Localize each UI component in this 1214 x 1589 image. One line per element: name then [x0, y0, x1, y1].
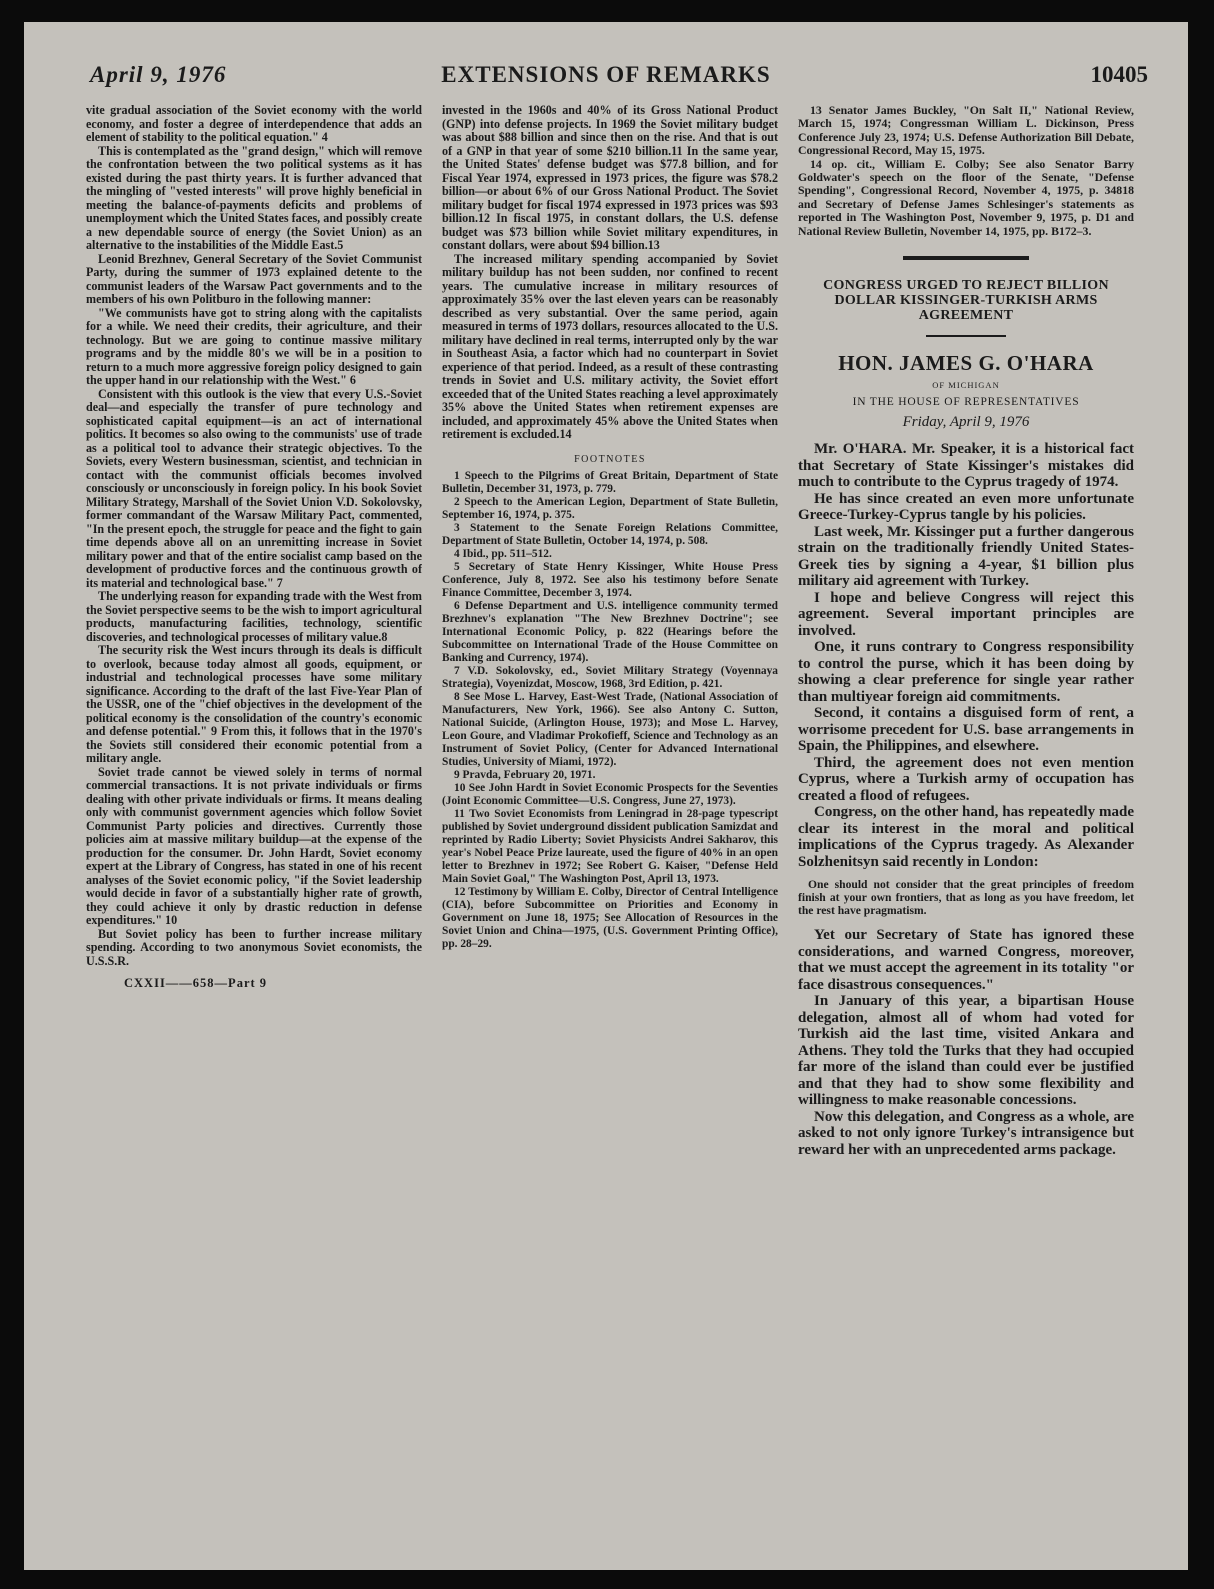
- paragraph: In January of this year, a bipartisan House delegation, almost all of whom had voted for Turkish aid the last time, visited Ankara and Athens. They told the Turks that they had occupied far more of the island than could ever be justified and that they had to show some flexibility and willingness to make reasonable concessions.: [798, 993, 1134, 1109]
- footnote: 4 Ibid., pp. 511–512.: [454, 547, 552, 560]
- column-3: [798, 104, 1134, 1544]
- article-headline: CONGRESS URGED TO REJECT BILLION DOLLAR KISSINGER-TURKISH ARMS AGREEMENT: [823, 278, 1109, 324]
- header-title: EXTENSIONS OF REMARKS: [441, 62, 771, 87]
- paragraph: Congress, on the other hand, has repeatedly made clear its interest in the moral and political implications of the Cyprus tragedy. As Alexander Solzhenitsyn said recently in London:: [798, 804, 1134, 870]
- paragraph: The increased military spending accompanied by Soviet military buildup has not been sudden, nor confined to recent years. The cumulative increase in military resources of approximately 35% over the last eleven years can be reasonably described as very substantial. Over the same period, again measured in terms of 1973 dollars, resources allocated to the U.S. military have declined in real terms, interrupted only by the war in Southeast Asia, a factor which had no counterpart in Soviet experience of that period. Indeed, as a result of these contrasting trends in Soviet and U.S. military activity, the Soviet effort exceeded that of the United States reaching a level approximately 35% above the United States when retirement expenses are included, and approximately 45% above the United States when retirement is excluded.14: [442, 251, 778, 441]
- footnote: 14 op. cit., William E. Colby; See also Senator Barry Goldwater's speech on the floor of the Senate, "Defense Spending", Congressional Record, November 4, 1975, p. 34818 and Secretary of Defense James Schlesinger's statements as reported in The Washington Post, November 9, 1975, p. D1 and National Review Bulletin, November 14, 1975, pp. B172–3.: [798, 156, 1134, 238]
- paragraph: Soviet trade cannot be viewed solely in terms of normal commercial transactions. It is not private individuals or firms dealing with other private individuals or firms. It means dealing only with communist government agencies which follow Soviet Communist Party policies and directives. Currently those policies aim at massive military buildup—at the expense of the production for the consumer. Dr. John Hardt, Soviet economy expert at the Library of Congress, has stated in one of his recent analyses of the Soviet economic policy, "if the Soviet leadership would decide in favor of a substantially higher rate of growth, they could achieve it only by drastic reduction in defense expenditures." 10: [86, 764, 422, 927]
- paragraph: But Soviet policy has been to further increase military spending. According to two anonymous Soviet economists, the U.S.S.R.: [86, 926, 422, 968]
- footnote: 10 See John Hardt in Soviet Economic Prospects for the Seventies (Joint Economic Committee—U.S. Congress, June 27, 1973).: [442, 781, 778, 807]
- footnote: 3 Statement to the Senate Foreign Relations Committee, Department of State Bulletin, October 14, 1974, p. 508.: [442, 521, 778, 547]
- paragraph: invested in the 1960s and 40% of its Gross National Product (GNP) into defense projects. In 1969 the Soviet military budget was about $88 billion and since then on the rise. And that is out of a GNP in that year of some $210 billion.11 In the same year, the United States' defense budget was $77.8 billion, and for Fiscal Year 1974, expressed in 1973 prices, the figure was $78.2 billion—or about 6% of our Gross National Product. The Soviet military budget for fiscal 1974 expressed in 1973 prices was $93 billion.12 In fiscal 1975, in constant dollars, the U.S. defense budget was $73 billion while Soviet military expenditures, in constant dollars, were about $94 billion.13: [442, 104, 778, 252]
- record-page: [24, 22, 1188, 1570]
- block-quote: One should not consider that the great principles of freedom finish at your own frontiers, that as long as you have freedom, let the rest have pragmatism.: [798, 878, 1134, 918]
- paragraph: I hope and believe Congress will reject this agreement. Several important principles are involved.: [798, 589, 1134, 639]
- footnote: 6 Defense Department and U.S. intelligence community termed Brezhnev's explanation "The New Brezhnev Doctrine"; see International Economic Policy, p. 822 (Hearings before the Subcommittee on International Trade of the House Committee on Banking and Currency, 1974).: [442, 599, 778, 664]
- paragraph: vite gradual association of the Soviet economy with the world economy, and foster a degree of interdependence that adds an element of stability to the political equation." 4: [86, 104, 422, 144]
- paragraph: Mr. O'HARA. Mr. Speaker, it is a historical fact that Secretary of State Kissinger's mistakes did much to contribute to the Cyprus tragedy of 1974.: [798, 441, 1134, 491]
- section-divider: [903, 256, 1029, 260]
- paragraph: Leonid Brezhnev, General Secretary of the Soviet Communist Party, during the summer of 1973 explained detente to the communist leaders of the Warsaw Pact governments and to the members of his own Politburo in the following manner:: [86, 251, 422, 306]
- paragraph: Third, the agreement does not even mention Cyprus, where a Turkish army of occupation has created a flood of refugees.: [798, 754, 1134, 804]
- footnote: 12 Testimony by William E. Colby, Director of Central Intelligence (CIA), before Subcommittee on Priorities and Economy in Government on June 18, 1975; See Allocation of Resources in the Soviet Union and China—1975, (U.S. Government Printing Office), pp. 28–29.: [442, 885, 778, 950]
- footnotes-heading: FOOTNOTES: [574, 453, 646, 465]
- footnote: 2 Speech to the American Legion, Department of State Bulletin, September 16, 1974, p. 375.: [442, 495, 778, 521]
- footnote: 8 See Mose L. Harvey, East-West Trade, (National Association of Manufacturers, New York, 1966). See also Antony C. Sutton, National Suicide, (Arlington House, 1973); and Mose L. Harvey, Leon Goure, and Vladimar Prokofieff, Science and Technology as an Instrument of Soviet Policy, (Center for Advanced International Studies, University of Miami, 1972).: [442, 690, 778, 768]
- page-header: [24, 58, 1188, 92]
- paragraph: Second, it contains a disguised form of rent, a worrisome precedent for U.S. base arrangements in Spain, the Philippines, and elsewhere.: [798, 705, 1134, 755]
- paragraph: Now this delegation, and Congress as a whole, are asked to not only ignore Turkey's intransigence but reward her with an unprecedented arms package.: [798, 1108, 1134, 1158]
- speaker-name: HON. JAMES G. O'HARA: [838, 351, 1094, 376]
- footnote: 9 Pravda, February 20, 1971.: [454, 768, 596, 781]
- header-date: April 9, 1976: [90, 62, 227, 87]
- paragraph: Last week, Mr. Kissinger put a further dangerous strain on the traditionally friendly United States-Greek ties by signing a 4-year, $1 billion plus military aid agreement with Turkey.: [798, 523, 1134, 590]
- paragraph: One, it runs contrary to Congress responsibility to control the purse, which it has been doing by showing a clear preference for single year rather than multiyear foreign aid commitments.: [798, 639, 1134, 705]
- column-2: [442, 104, 778, 1544]
- footnote: 5 Secretary of State Henry Kissinger, White House Press Conference, July 8, 1972. See also his testimony before Senate Finance Committee, December 3, 1974.: [442, 560, 778, 599]
- paragraph: He has since created an even more unfortunate Greece-Turkey-Cyprus tangle by his policies.: [798, 490, 1134, 524]
- session-date: Friday, April 9, 1976: [902, 414, 1030, 431]
- paragraph: This is contemplated as the "grand design," which will remove the confrontation between the two political systems as it has existed during the past thirty years. It is further advanced that the mingling of "vested interests" will prove highly beneficial in meeting the balance-of-payments deficits and problems of unemployment which the United States faces, and possibly create a new dependable source of energy (the Soviet Union) as an alternative to the instabilities of the Middle East.5: [86, 143, 422, 252]
- headline-divider: [926, 335, 1006, 337]
- footnotes-list: [442, 470, 778, 951]
- footnote: 11 Two Soviet Economists from Leningrad in 28-page typescript published by Soviet underground dissident publication Samizdat and reprinted by Radio Liberty; Soviet Physicists Andrei Sakharov, this year's Nobel Peace Prize laureate, used the figure of 40% in an open letter to Brezhnev in 1972; See Robert G. Kaiser, "Defense Held Main Soviet Goal," The Washington Post, April 13, 1973.: [442, 807, 778, 885]
- footnote: 7 V.D. Sokolovsky, ed., Soviet Military Strategy (Voyennaya Strategia), Voyenizdat, Moscow, 1968, 3rd Edition, p. 421.: [442, 664, 778, 690]
- chamber-line: IN THE HOUSE OF REPRESENTATIVES: [852, 396, 1080, 409]
- column-1: [86, 104, 422, 1544]
- paragraph: The underlying reason for expanding trade with the West from the Soviet perspective seems to be the wish to import agricultural products, manufacturing facilities, technology, scientific discoveries, and technological processes of military value.8: [86, 589, 422, 644]
- footnote: 13 Senator James Buckley, "On Salt II," National Review, March 15, 1974; Congressman William L. Dickinson, Press Conference July 23, 1974; U.S. Defense Authorization Bill Debate, Congressional Record, May 15, 1975.: [798, 104, 1134, 158]
- page-number: 10405: [1090, 62, 1148, 87]
- paragraph: Consistent with this outlook is the view that every U.S.-Soviet deal—and especially the transfer of pure technology and sophisticated capital equipment—is an act of international politics. It becomes so also owing to the communists' use of trade as a political tool to advance their strategic objectives. To the Soviets, every Western businessman, scientist, and technician in contact with the communist officials becomes involved consciously or unconsciously in foreign policy. In his book Soviet Military Strategy, Marshall of the Soviet Union V.D. Sokolovsky, former commandant of the Warsaw Military Pact, commented, "In the present epoch, the struggle for peace and the fight to gain time depends above all on an unremitting increase in Soviet military power and that of the entire socialist camp based on the development of productive forces and the continuous growth of its material and technological base." 7: [86, 386, 422, 590]
- paragraph: "We communists have got to string along with the capitalists for a while. We need their credits, their agriculture, and their technology. But we are going to continue massive military programs and by the middle 80's we will be in a position to return to a much more aggressive foreign policy designed to gain the upper hand in our relationship with the West." 6: [86, 305, 422, 387]
- speaker-state: OF MICHIGAN: [932, 380, 1000, 391]
- paragraph: The security risk the West incurs through its deals is difficult to overlook, because today almost all goods, equipment, or industrial and technological processes have some military significance. According to the draft of the last Five-Year Plan of the USSR, one of the "chief objectives in the development of the political economy is the consolidation of the country's economic and defense potential." 9 From this, it follows that in the 1970's the Soviets still considered their economic potential from a military angle.: [86, 643, 422, 765]
- paragraph: Yet our Secretary of State has ignored these considerations, and warned Congress, moreover, that we must accept the agreement in its totality "or face disastrous consequences.": [798, 927, 1134, 993]
- volume-signature: CXXII——658—Part 9: [124, 976, 268, 990]
- footnote: 1 Speech to the Pilgrims of Great Britain, Department of State Bulletin, December 31, 1973, p. 779.: [442, 469, 778, 495]
